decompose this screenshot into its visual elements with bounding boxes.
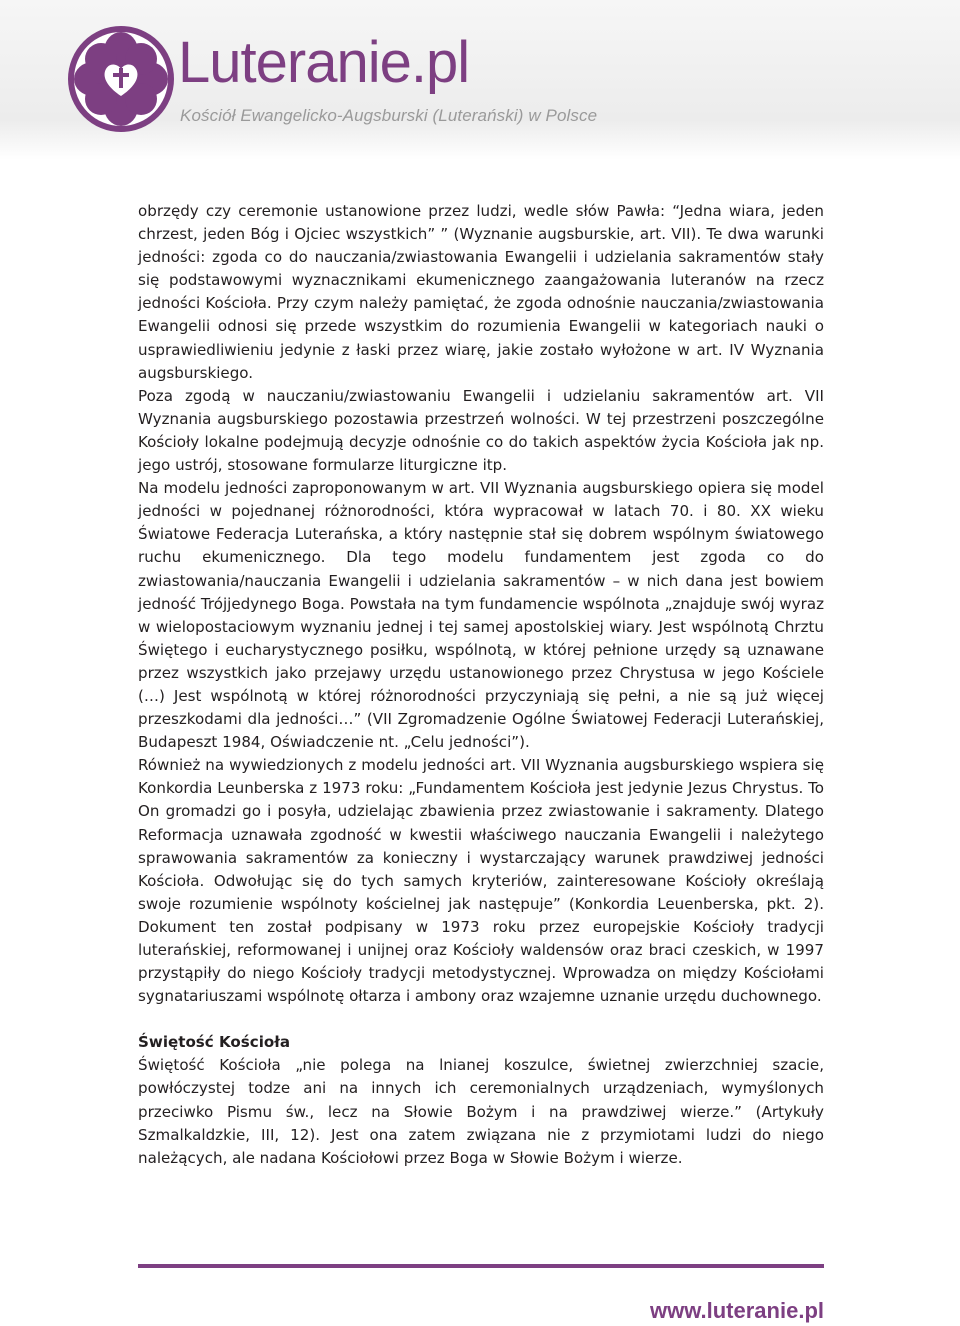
footer-url-link[interactable]: www.luteranie.pl bbox=[650, 1298, 824, 1323]
section-heading: Świętość Kościoła bbox=[138, 1033, 291, 1052]
paragraph: Poza zgodą w nauczaniu/zwiastowaniu Ewangelii i udzielaniu sakramentów art. VII Wyznania augsburskiego pozostawia przestrzeń wolności. W tej przestrzeni poszczególne Kościoły lokalne podejmują decyzje odnośnie co do takich aspektów życia Kościoła jak np. jego ustrój, stosowane formularze liturgiczne itp. bbox=[138, 386, 824, 475]
paragraph: Również na wywiedzionych z modelu jedności art. VII Wyznania augsburskiego wspiera się Konkordia Leunberska z 1973 roku: „Fundamentem Kościoła jest jedynie Jezus Chrystus. To On gromadzi go i posyła, udzielając zbawienia przez zwiastowanie i sakramenty. Dlatego Reformacja uznawała zgodność w kwestii właściwego nauczania Ewangelii i należytego sprawowania sakramentów za konieczny i wystarczający warunek prawdziwej jedności Kościoła. Odwołując się do tych samych kryteriów, zainteresowane Kościoły określają swoje rozumienie wspólnoty kościelnej jak następuje” (Konkordia Leuenberska, pkt. 2). Dokument ten został podpisany w 1973 roku przez europejskie Kościoły tradycji luterańskiej, reformowanej i unijnej oraz Kościoły waldensów oraz braci czeskich, w 1997 przystąpiły do niego Kościoły tradycji metodystycznej. Wprowadza on między Kościołami sygnatariuszami wspólnotę ołtarza i ambony oraz wzajemne uznanie urzędu duchownego. bbox=[138, 756, 824, 1006]
article-body bbox=[138, 200, 824, 1170]
section-spacer bbox=[138, 1008, 824, 1031]
page-header bbox=[0, 0, 960, 160]
site-tagline: Kościół Ewangelicko-Augsburski (Luterański) w Polsce bbox=[180, 106, 598, 125]
footer-divider bbox=[138, 1264, 824, 1268]
paragraph: Na modelu jedności zaproponowanym w art. VII Wyznania augsburskiego opiera się model jedności w pojednanej różnorodności, która wypracował w latach 70. i 80. XX wieku Światowe Federacja Luterańska, a który następnie stał się dobrem wspólnym światowego ruchu ekumenicznego. Dla tego modelu fundamentem jest zgoda co do zwiastowania/nauczania Ewangelii i udzielania sakramentów – w nich dana jest bowiem jedność Trójjedynego Boga. Powstała na tym fundamencie wspólnota „znajduje swój wyraz w wielopostaciowym wyznaniu jednej i tej samej apostolskiej wiary. Jest wspólnotą Chrztu Świętego i eucharystycznego posiłku, wspólnotą, w której pełnione urzędy są uznawane przez wszystkich jako przejawy urzędu ustanowionego przez Chrystusa w jego Kościele (…) Jest wspólnotą w której różnorodności przyczyniają się pełni, a nie są już więcej przeszkodami dla jedności…” (VII Zgromadzenie Ogólne Światowej Federacji Luterańskiej, Budapeszt 1984, Oświadczenie nt. „Celu jedności”). bbox=[138, 479, 824, 752]
site-logo-text: Luteranie.pl bbox=[178, 30, 470, 95]
paragraph: Świętość Kościoła „nie polega na lnianej koszulce, świetnej zwierzchniej szacie, powłóczystej todze ani na innych ich ceremonialnych urządzeniach, wymyślonych przeciwko Pismu św., lecz na Słowie Bożym i na prawdziwej wierze.” (Artykuły Szmalkaldzkie, III, 12). Jest ona zatem związana nie z przymiotami ludzi do niego należących, ale nadana Kościołowi przez Boga w Słowie Bożym i wierze. bbox=[138, 1056, 824, 1167]
luther-rose-icon bbox=[66, 24, 176, 134]
paragraph: obrzędy czy ceremonie ustanowione przez ludzi, wedle słów Pawła: “Jedna wiara, jeden chrzest, jeden Bóg i Ojciec wszystkich” ” (Wyznanie augsburskie, art. VII). Te dwa warunki jedności: zgoda co do nauczania/zwiastowania Ewangelii i udzielania sakramentów stały się podstawowymi wyznacznikami ekumenicznego zaangażowania luteranów na rzecz jedności Kościoła. Przy czym należy pamiętać, że zgoda odnośnie nauczania/zwiastowania Ewangelii odnosi się przede wszystkim do rozumienia Ewangelii w kategoriach nauki o usprawiedliwieniu jedynie z łaski przez wiarę, jakie zostało wyłożone w art. IV Wyznania augsburskiego. bbox=[138, 202, 824, 382]
